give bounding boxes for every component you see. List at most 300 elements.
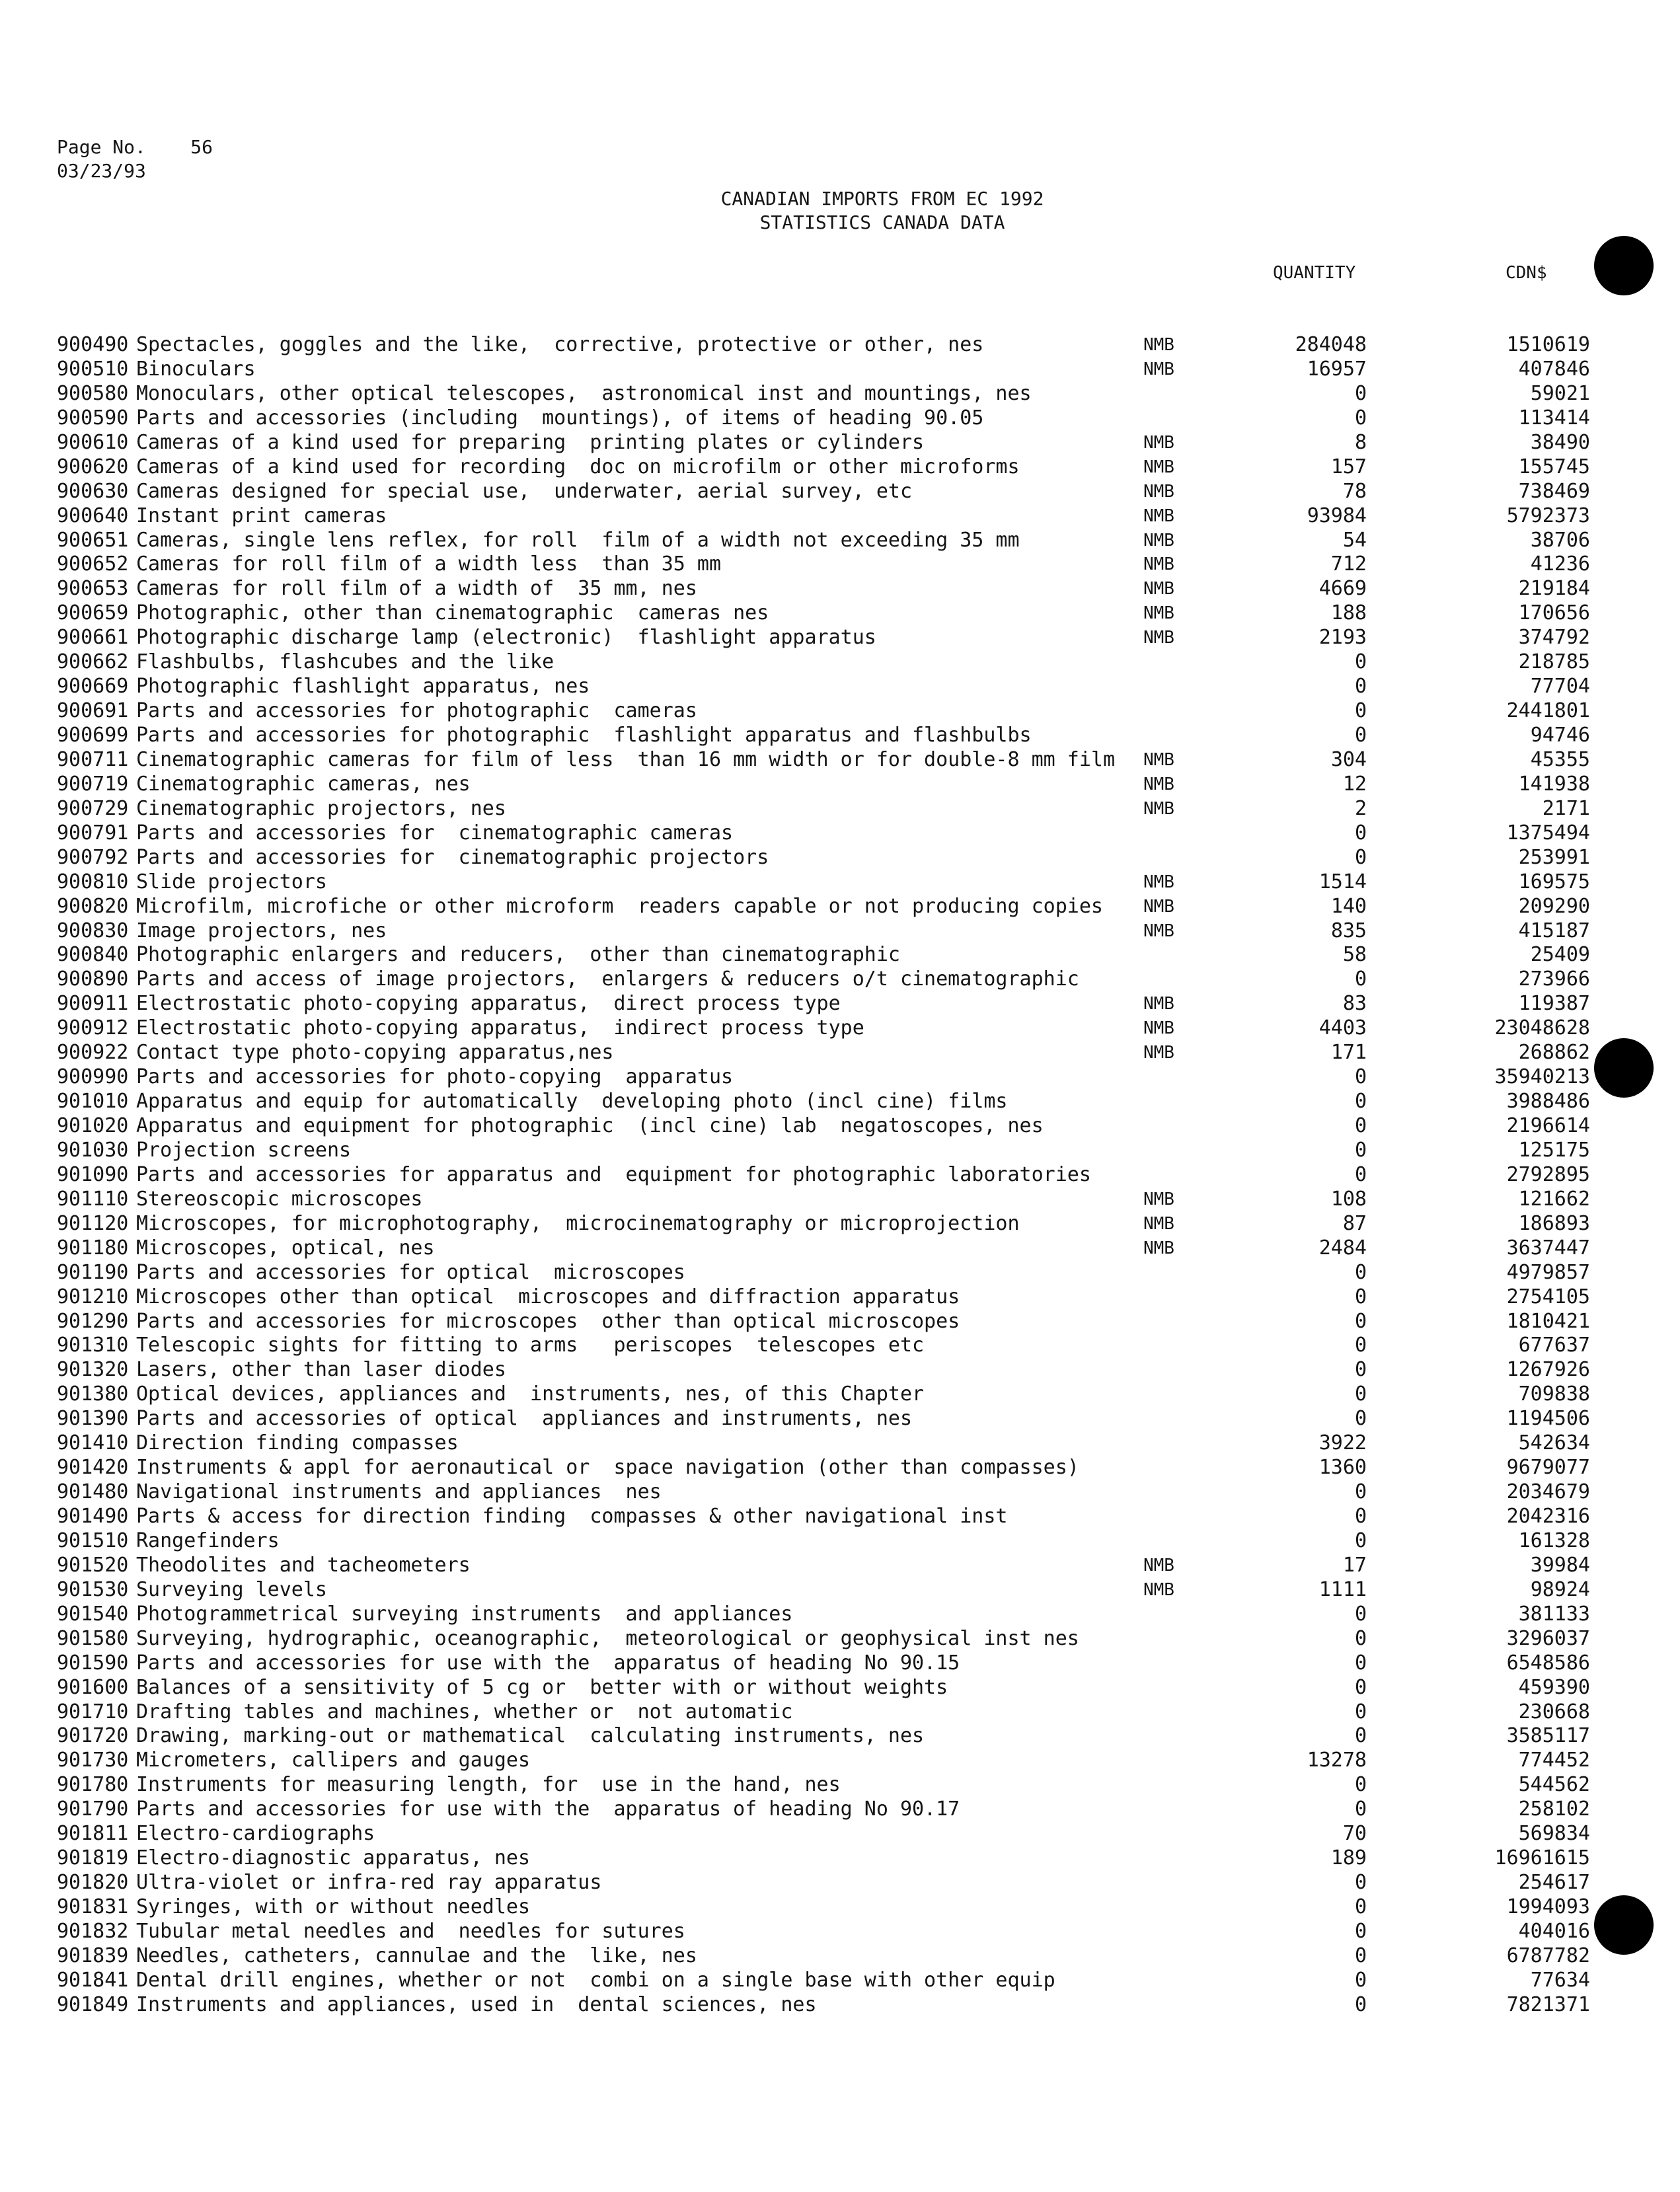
hs-code: 901210 (57, 1285, 129, 1308)
quantity: 1111 (1318, 1577, 1367, 1601)
table-row (0, 919, 1680, 944)
table-row (0, 748, 1680, 773)
hs-code: 901090 (57, 1162, 129, 1186)
quantity: 2 (1354, 796, 1367, 820)
quantity: 188 (1330, 601, 1367, 625)
quantity: 4669 (1318, 577, 1367, 601)
quantity: 0 (1354, 1309, 1367, 1333)
description: Instruments & appl for aeronautical or space navigation (other than compasses) (136, 1456, 1079, 1480)
value-cdn: 3296037 (1506, 1626, 1590, 1650)
value-cdn: 7821371 (1506, 1992, 1590, 2016)
value-cdn: 268862 (1518, 1041, 1590, 1065)
table-row (0, 1261, 1680, 1285)
description: Rangefinders (136, 1529, 280, 1552)
description: Cameras for roll film of a width of 35 mm, nes (136, 577, 697, 601)
description: Parts and accessories for cinematographic cameras (136, 821, 734, 845)
description: Cameras of a kind used for preparing printing plates or cylinders (136, 430, 925, 454)
table-row (0, 1188, 1680, 1212)
table-row (0, 1212, 1680, 1236)
report-title: CANADIAN IMPORTS FROM EC 1992 (720, 188, 1044, 209)
quantity: 0 (1354, 1773, 1367, 1797)
quantity: 0 (1354, 1700, 1367, 1723)
hs-code: 901310 (57, 1334, 129, 1357)
description: Instant print cameras (136, 504, 387, 527)
hs-code: 901832 (57, 1919, 129, 1943)
quantity: 0 (1354, 1895, 1367, 1918)
description: Balances of a sensitivity of 5 cg or better with or without weights (136, 1675, 948, 1699)
value-cdn: 35940213 (1494, 1065, 1590, 1089)
description: Surveying levels (136, 1577, 327, 1601)
value-cdn: 121662 (1518, 1187, 1590, 1211)
table-row (0, 1603, 1680, 1627)
table-row (0, 1090, 1680, 1114)
unit: NMB (1143, 457, 1174, 477)
quantity: 0 (1354, 1651, 1367, 1675)
value-cdn: 113414 (1518, 406, 1590, 430)
description: Parts and accessories of optical appliances and instruments, nes (136, 1407, 912, 1431)
hs-code: 900630 (57, 479, 129, 503)
description: Parts and accessories (including mountings), of items of heading 90.05 (136, 406, 984, 430)
table-row (0, 1895, 1680, 1920)
punch-hole (1594, 1895, 1654, 1955)
table-row (0, 895, 1680, 919)
value-cdn: 98924 (1530, 1577, 1590, 1601)
table-row (0, 1627, 1680, 1651)
table-row (0, 626, 1680, 650)
table-row (0, 1773, 1680, 1797)
description: Slide projectors (136, 870, 327, 893)
value-cdn: 1375494 (1506, 821, 1590, 845)
page-label: Page No. (57, 136, 146, 158)
description: Theodolites and tacheometers (136, 1553, 471, 1577)
table-row (0, 1041, 1680, 1065)
unit: NMB (1143, 1238, 1174, 1258)
table-row (0, 1431, 1680, 1456)
hs-code: 900590 (57, 406, 129, 430)
value-cdn: 459390 (1518, 1675, 1590, 1699)
value-cdn: 1810421 (1506, 1309, 1590, 1333)
hs-code: 900669 (57, 675, 129, 699)
hs-code: 901410 (57, 1431, 129, 1455)
description: Flashbulbs, flashcubes and the like (136, 650, 554, 674)
description: Apparatus and equipment for photographic (incl cine) lab negatoscopes, nes (136, 1114, 1044, 1137)
table-row (0, 382, 1680, 406)
value-cdn: 2171 (1542, 796, 1590, 820)
quantity: 16957 (1307, 357, 1367, 381)
quantity: 157 (1330, 455, 1367, 478)
table-row (0, 1651, 1680, 1676)
value-cdn: 209290 (1518, 894, 1590, 918)
table-row (0, 1114, 1680, 1139)
quantity: 8 (1354, 430, 1367, 454)
table-row (0, 431, 1680, 455)
hs-code: 901030 (57, 1138, 129, 1162)
table-row (0, 601, 1680, 626)
table-row (0, 1700, 1680, 1725)
quantity: 0 (1354, 1382, 1367, 1406)
table-row (0, 1163, 1680, 1188)
hs-code: 900580 (57, 381, 129, 405)
value-cdn: 77634 (1530, 1968, 1590, 1992)
description: Image projectors, nes (136, 919, 387, 942)
quantity: 171 (1330, 1041, 1367, 1065)
table-row (0, 1871, 1680, 1895)
quantity: 54 (1342, 528, 1367, 552)
quantity: 3922 (1318, 1431, 1367, 1455)
quantity: 12 (1342, 772, 1367, 796)
quantity: 284048 (1295, 333, 1367, 356)
value-column-header: CDN$ (1506, 263, 1547, 283)
quantity: 712 (1330, 552, 1367, 576)
quantity: 0 (1354, 1675, 1367, 1699)
hs-code: 900691 (57, 699, 129, 723)
unit: NMB (1143, 506, 1174, 526)
value-cdn: 119387 (1518, 992, 1590, 1016)
hs-code: 900651 (57, 528, 129, 552)
description: Navigational instruments and appliances nes (136, 1480, 662, 1504)
table-row (0, 1382, 1680, 1407)
description: Photographic discharge lamp (electronic) flashlight apparatus (136, 626, 876, 650)
table-row (0, 870, 1680, 895)
quantity: 0 (1354, 1090, 1367, 1114)
table-row (0, 333, 1680, 358)
hs-code: 900610 (57, 430, 129, 454)
value-cdn: 170656 (1518, 601, 1590, 625)
hs-code: 901020 (57, 1114, 129, 1137)
hs-code: 901580 (57, 1626, 129, 1650)
description: Monoculars, other optical telescopes, astronomical inst and mountings, nes (136, 381, 1032, 405)
quantity: 189 (1330, 1846, 1367, 1870)
value-cdn: 45355 (1530, 747, 1590, 771)
quantity: 0 (1354, 1919, 1367, 1943)
hs-code: 901190 (57, 1260, 129, 1284)
unit: NMB (1143, 1213, 1174, 1234)
quantity: 0 (1354, 1334, 1367, 1357)
value-cdn: 5792373 (1506, 504, 1590, 527)
table-row (0, 1822, 1680, 1846)
hs-code: 900510 (57, 357, 129, 381)
quantity: 0 (1354, 650, 1367, 674)
description: Photographic flashlight apparatus, nes (136, 675, 590, 699)
quantity: 0 (1354, 724, 1367, 747)
value-cdn: 16961615 (1494, 1846, 1590, 1870)
hs-code: 900729 (57, 796, 129, 820)
quantity: 0 (1354, 1505, 1367, 1528)
table-row (0, 1797, 1680, 1822)
hs-code: 900719 (57, 772, 129, 796)
unit: NMB (1143, 432, 1174, 453)
page-number: 56 (190, 136, 213, 158)
hs-code: 901510 (57, 1529, 129, 1552)
quantity: 83 (1342, 992, 1367, 1016)
hs-code: 901180 (57, 1236, 129, 1260)
description: Cinematographic cameras, nes (136, 772, 471, 796)
quantity: 0 (1354, 1162, 1367, 1186)
hs-code: 900711 (57, 747, 129, 771)
table-row (0, 797, 1680, 821)
table-row (0, 1749, 1680, 1773)
unit: NMB (1143, 530, 1174, 550)
unit: NMB (1143, 579, 1174, 599)
unit: NMB (1143, 1043, 1174, 1063)
hs-code: 901120 (57, 1211, 129, 1235)
hs-code: 901110 (57, 1187, 129, 1211)
value-cdn: 6787782 (1506, 1944, 1590, 1967)
hs-code: 901819 (57, 1846, 129, 1870)
table-row (0, 1578, 1680, 1603)
table-row (0, 1969, 1680, 1993)
quantity: 0 (1354, 1724, 1367, 1748)
value-cdn: 2792895 (1506, 1162, 1590, 1186)
unit: NMB (1143, 994, 1174, 1014)
unit: NMB (1143, 1189, 1174, 1209)
table-row (0, 724, 1680, 748)
value-cdn: 1194506 (1506, 1407, 1590, 1431)
description: Microfilm, microfiche or other microform readers capable or not producing copies (136, 894, 1103, 918)
description: Instruments and appliances, used in dental sciences, nes (136, 1992, 817, 2016)
description: Parts & access for direction finding compasses & other navigational inst (136, 1505, 1008, 1528)
quantity: 0 (1354, 1285, 1367, 1308)
value-cdn: 25409 (1530, 943, 1590, 967)
quantity: 0 (1354, 1065, 1367, 1089)
value-cdn: 9679077 (1506, 1456, 1590, 1480)
table-row (0, 1310, 1680, 1334)
value-cdn: 381133 (1518, 1602, 1590, 1626)
unit: NMB (1143, 554, 1174, 575)
hs-code: 901010 (57, 1090, 129, 1114)
table-row (0, 1407, 1680, 1431)
quantity: 304 (1330, 747, 1367, 771)
hs-code: 901290 (57, 1309, 129, 1333)
value-cdn: 3637447 (1506, 1236, 1590, 1260)
quantity: 0 (1354, 1114, 1367, 1137)
value-cdn: 2042316 (1506, 1505, 1590, 1528)
quantity: 1514 (1318, 870, 1367, 893)
hs-code: 901730 (57, 1749, 129, 1772)
table-row (0, 529, 1680, 553)
table-row (0, 552, 1680, 577)
table-row (0, 480, 1680, 504)
quantity: 0 (1354, 1358, 1367, 1382)
description: Stereoscopic microscopes (136, 1187, 423, 1211)
report-subtitle: STATISTICS CANADA DATA (759, 211, 1005, 233)
description: Parts and accessories for use with the apparatus of heading No 90.15 (136, 1651, 960, 1675)
table-row (0, 1505, 1680, 1529)
quantity: 0 (1354, 967, 1367, 991)
description: Microscopes, for microphotography, microcinematography or microprojection (136, 1211, 1020, 1235)
quantity: 0 (1354, 1407, 1367, 1431)
description: Drafting tables and machines, whether or not automatic (136, 1700, 793, 1723)
quantity: 0 (1354, 1138, 1367, 1162)
table-row (0, 504, 1680, 529)
value-cdn: 2034679 (1506, 1480, 1590, 1504)
value-cdn: 38490 (1530, 430, 1590, 454)
table-row (0, 650, 1680, 675)
value-cdn: 2441801 (1506, 699, 1590, 723)
hs-code: 900791 (57, 821, 129, 845)
table-row (0, 1846, 1680, 1871)
quantity: 0 (1354, 381, 1367, 405)
hs-code: 900662 (57, 650, 129, 674)
table-row (0, 1334, 1680, 1358)
hs-code: 901790 (57, 1797, 129, 1821)
value-cdn: 6548586 (1506, 1651, 1590, 1675)
value-cdn: 218785 (1518, 650, 1590, 674)
description: Electrostatic photo-copying apparatus, direct process type (136, 992, 841, 1016)
import-table (0, 333, 1680, 2018)
description: Apparatus and equip for automatically developing photo (incl cine) films (136, 1090, 1008, 1114)
table-row (0, 846, 1680, 870)
hs-code: 900652 (57, 552, 129, 576)
description: Micrometers, callipers and gauges (136, 1749, 531, 1772)
hs-code: 901590 (57, 1651, 129, 1675)
description: Cameras of a kind used for recording doc on microfilm or other microforms (136, 455, 1020, 478)
description: Dental drill engines, whether or not combi on a single base with other equip (136, 1968, 1055, 1992)
hs-code: 900810 (57, 870, 129, 893)
hs-code: 901540 (57, 1602, 129, 1626)
table-row (0, 358, 1680, 382)
value-cdn: 41236 (1530, 552, 1590, 576)
hs-code: 900911 (57, 992, 129, 1016)
quantity: 0 (1354, 1992, 1367, 2016)
description: Spectacles, goggles and the like, corrective, protective or other, nes (136, 333, 984, 356)
quantity: 140 (1330, 894, 1367, 918)
hs-code: 900840 (57, 943, 129, 967)
quantity: 0 (1354, 821, 1367, 845)
unit: NMB (1143, 359, 1174, 379)
quantity: 70 (1342, 1822, 1367, 1846)
unit: NMB (1143, 335, 1174, 355)
quantity: 0 (1354, 1260, 1367, 1284)
value-cdn: 254617 (1518, 1871, 1590, 1895)
unit: NMB (1143, 798, 1174, 819)
quantity: 0 (1354, 1968, 1367, 1992)
value-cdn: 258102 (1518, 1797, 1590, 1821)
hs-code: 900661 (57, 626, 129, 650)
quantity-column-header: QUANTITY (1273, 263, 1356, 283)
value-cdn: 3988486 (1506, 1090, 1590, 1114)
table-row (0, 773, 1680, 797)
description: Lasers, other than laser diodes (136, 1358, 506, 1382)
description: Drawing, marking-out or mathematical calculating instruments, nes (136, 1724, 925, 1748)
description: Photographic, other than cinematographic cameras nes (136, 601, 769, 625)
value-cdn: 2754105 (1506, 1285, 1590, 1308)
table-row (0, 1944, 1680, 1969)
hs-code: 900659 (57, 601, 129, 625)
table-row (0, 943, 1680, 967)
quantity: 108 (1330, 1187, 1367, 1211)
unit: NMB (1143, 896, 1174, 917)
description: Electrostatic photo-copying apparatus, indirect process type (136, 1016, 864, 1040)
table-row (0, 1676, 1680, 1700)
description: Direction finding compasses (136, 1431, 459, 1455)
quantity: 0 (1354, 406, 1367, 430)
value-cdn: 738469 (1518, 479, 1590, 503)
table-row (0, 992, 1680, 1016)
description: Cameras, single lens reflex, for roll film of a width not exceeding 35 mm (136, 528, 1020, 552)
value-cdn: 169575 (1518, 870, 1590, 893)
quantity: 0 (1354, 845, 1367, 869)
description: Telescopic sights for fitting to arms periscopes telescopes etc (136, 1334, 925, 1357)
table-row (0, 967, 1680, 992)
hs-code: 901710 (57, 1700, 129, 1723)
hs-code: 900792 (57, 845, 129, 869)
value-cdn: 2196614 (1506, 1114, 1590, 1137)
quantity: 0 (1354, 1626, 1367, 1650)
table-row (0, 675, 1680, 699)
description: Photographic enlargers and reducers, other than cinematographic (136, 943, 900, 967)
table-row (0, 1554, 1680, 1578)
quantity: 835 (1330, 919, 1367, 942)
hs-code: 901600 (57, 1675, 129, 1699)
value-cdn: 569834 (1518, 1822, 1590, 1846)
quantity: 93984 (1307, 504, 1367, 527)
hs-code: 901720 (57, 1724, 129, 1748)
punch-hole (1594, 1038, 1654, 1098)
value-cdn: 161328 (1518, 1529, 1590, 1552)
hs-code: 901780 (57, 1773, 129, 1797)
table-row (0, 1139, 1680, 1163)
value-cdn: 3585117 (1506, 1724, 1590, 1748)
value-cdn: 774452 (1518, 1749, 1590, 1772)
quantity: 58 (1342, 943, 1367, 967)
table-row (0, 699, 1680, 724)
table-row (0, 1358, 1680, 1382)
unit: NMB (1143, 921, 1174, 941)
table-row (0, 1724, 1680, 1749)
description: Electro-diagnostic apparatus, nes (136, 1846, 531, 1870)
hs-code: 901320 (57, 1358, 129, 1382)
hs-code: 900890 (57, 967, 129, 991)
quantity: 0 (1354, 1871, 1367, 1895)
quantity: 0 (1354, 1797, 1367, 1821)
value-cdn: 230668 (1518, 1700, 1590, 1723)
quantity: 0 (1354, 1602, 1367, 1626)
value-cdn: 38706 (1530, 528, 1590, 552)
hs-code: 901390 (57, 1407, 129, 1431)
quantity: 0 (1354, 1480, 1367, 1504)
hs-code: 900990 (57, 1065, 129, 1089)
description: Parts and accessories for microscopes other than optical microscopes (136, 1309, 960, 1333)
table-row (0, 1920, 1680, 1944)
unit: NMB (1143, 1018, 1174, 1039)
description: Needles, catheters, cannulae and the like, nes (136, 1944, 697, 1967)
table-row (0, 1480, 1680, 1505)
hs-code: 900912 (57, 1016, 129, 1040)
value-cdn: 219184 (1518, 577, 1590, 601)
hs-code: 901849 (57, 1992, 129, 2016)
unit: NMB (1143, 481, 1174, 502)
value-cdn: 273966 (1518, 967, 1590, 991)
hs-code: 901841 (57, 1968, 129, 1992)
table-row (0, 406, 1680, 431)
value-cdn: 415187 (1518, 919, 1590, 942)
description: Instruments for measuring length, for use in the hand, nes (136, 1773, 841, 1797)
page-number-line (57, 136, 213, 159)
value-cdn: 125175 (1518, 1138, 1590, 1162)
description: Parts and accessories for photographic cameras (136, 699, 697, 723)
hs-code: 900653 (57, 577, 129, 601)
hs-code: 900490 (57, 333, 129, 356)
table-row (0, 1065, 1680, 1090)
value-cdn: 542634 (1518, 1431, 1590, 1455)
value-cdn: 141938 (1518, 772, 1590, 796)
hs-code: 901839 (57, 1944, 129, 1967)
quantity: 0 (1354, 675, 1367, 699)
quantity: 4403 (1318, 1016, 1367, 1040)
description: Parts and accessories for cinematographic projectors (136, 845, 769, 869)
quantity: 0 (1354, 699, 1367, 723)
